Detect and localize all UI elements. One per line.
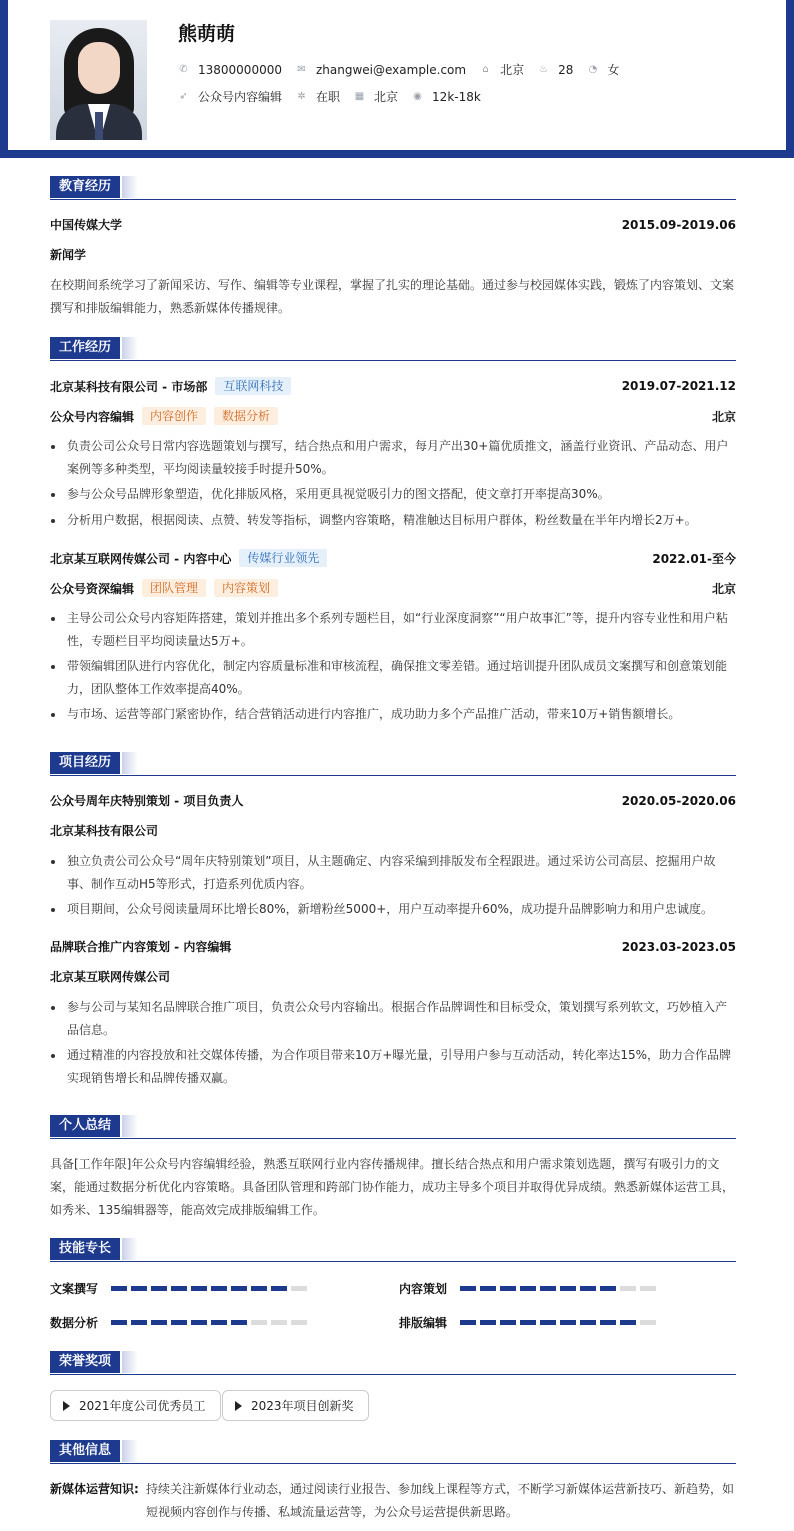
- skill-level-bar: [111, 1286, 311, 1291]
- project-org: 北京某科技有限公司: [50, 824, 159, 838]
- section-title: 荣誉奖项: [50, 1351, 120, 1373]
- work-position-row: [50, 579, 736, 597]
- skill-level-bar: [460, 1320, 660, 1325]
- section-title: 个人总结: [50, 1115, 120, 1137]
- skill-item: [50, 1314, 311, 1331]
- age-text: 28: [558, 62, 574, 77]
- work-bullet: 参与公众号品牌形象塑造，优化排版风格，采用更具视觉吸引力的图文搭配，使文章打开率提高30%。: [50, 483, 736, 506]
- skill-level-segment-empty: [251, 1320, 267, 1325]
- company-tag: 传媒行业领先: [239, 549, 327, 567]
- section-other: [50, 1440, 736, 1464]
- skill-level-segment-filled: [231, 1286, 247, 1291]
- section-skills: [50, 1238, 736, 1262]
- work-city: 北京: [711, 581, 736, 596]
- phone-icon: ✆: [179, 64, 188, 75]
- target-city-text: 北京: [374, 90, 399, 104]
- project-bullet: 项目期间，公众号阅读量周环比增长80%，新增粉丝5000+，用户互动率提升60%，成功提升品牌影响力和用户忠诚度。: [50, 898, 736, 921]
- skill-level-segment-filled: [480, 1286, 496, 1291]
- work-city: 北京: [711, 409, 736, 424]
- skill-level-segment-filled: [211, 1286, 227, 1291]
- skill-item: [399, 1280, 660, 1297]
- skill-level-segment-filled: [151, 1320, 167, 1325]
- work-company-row: [50, 549, 736, 567]
- phone-text: 13800000000: [198, 62, 282, 77]
- skill-tag: 内容策划: [214, 579, 278, 597]
- work-date: 2019.07-2021.12: [621, 379, 736, 393]
- skill-name: 文案撰写: [50, 1282, 99, 1296]
- work-bullet: 负责公司公众号日常内容选题策划与撰写，结合热点和用户需求，每月产出30+篇优质推文，涵盖行业资讯、产品动态、用户案例等多种类型，平均阅读量较接手时提升50%。: [50, 435, 736, 481]
- section-title: 项目经历: [50, 752, 120, 774]
- company-name: 北京某互联网传媒公司 - 内容中心: [50, 551, 232, 566]
- skill-level-segment-filled: [480, 1320, 496, 1325]
- skill-level-segment-filled: [520, 1286, 536, 1291]
- skill-level-segment-filled: [251, 1286, 267, 1291]
- skill-level-segment-empty: [291, 1286, 307, 1291]
- gear-icon: ✲: [297, 91, 306, 102]
- email-icon: ✉: [297, 64, 306, 75]
- skill-name: 数据分析: [50, 1316, 99, 1330]
- section-work: [50, 337, 736, 361]
- skill-item: [399, 1314, 660, 1331]
- skill-level-segment-filled: [580, 1320, 596, 1325]
- cake-icon: ♨: [539, 64, 549, 75]
- section-project: [50, 752, 736, 776]
- skill-level-segment-filled: [231, 1320, 247, 1325]
- other-info-value: 持续关注新媒体行业动态，通过阅读行业报告、参加线上课程等方式，不断学习新媒体运营新技巧、新趋势，如短视频内容创作与传播、私域流量运营等，为公众号运营提供新思路。: [146, 1482, 735, 1519]
- location-text: 北京: [500, 63, 525, 77]
- education-header: [50, 216, 736, 233]
- section-education: [50, 176, 736, 200]
- skill-level-segment-filled: [500, 1286, 516, 1291]
- section-title: 技能专长: [50, 1238, 120, 1260]
- other-info-item: [50, 1478, 736, 1524]
- play-icon: [63, 1401, 70, 1411]
- skill-level-segment-filled: [600, 1286, 616, 1291]
- building-icon: ▦: [354, 91, 365, 102]
- work-bullet: 与市场、运营等部门紧密协作，结合营销活动进行内容推广，成功助力多个产品推广活动，带来10万+销售额增长。: [50, 703, 736, 726]
- skill-level-segment-filled: [600, 1320, 616, 1325]
- section-title: 工作经历: [50, 337, 120, 359]
- skill-name: 内容策划: [399, 1282, 448, 1296]
- project-org-row: [50, 968, 736, 985]
- email-text: zhangwei@example.com: [315, 62, 467, 77]
- frame-right-bar: [786, 0, 794, 158]
- project-date: 2023.03-2023.05: [621, 939, 736, 954]
- project-bullet: 通过精准的内容投放和社交媒体传播，为合作项目带来10万+曝光量，引导用户参与互动活动，转化率达15%，助力合作品牌实现销售增长和品牌传播双赢。: [50, 1044, 736, 1090]
- skill-level-segment-filled: [151, 1286, 167, 1291]
- company-name: 北京某科技有限公司 - 市场部: [50, 379, 208, 394]
- honor-badge: [222, 1390, 369, 1421]
- project-header: [50, 792, 736, 809]
- section-honors: [50, 1351, 736, 1375]
- skill-level-segment-empty: [640, 1286, 656, 1291]
- school-name: 中国传媒大学: [50, 218, 123, 232]
- position-name: 公众号内容编辑: [50, 409, 135, 424]
- status-text: 在职: [316, 90, 341, 104]
- project-header: [50, 938, 736, 955]
- project-bullet: 参与公司与某知名品牌联合推广项目，负责公众号内容输出。根据合作品牌调性和目标受众，策划撰写系列软文，巧妙植入产品信息。: [50, 996, 736, 1042]
- frame-left-bar: [0, 0, 8, 158]
- skill-tag: 团队管理: [142, 579, 206, 597]
- skill-level-segment-filled: [171, 1286, 187, 1291]
- project-org-row: [50, 822, 736, 839]
- skill-level-segment-empty: [640, 1320, 656, 1325]
- other-info-key: 新媒体运营知识:: [50, 1482, 139, 1496]
- skill-level-segment-filled: [271, 1286, 287, 1291]
- skill-level-segment-empty: [291, 1320, 307, 1325]
- candidate-name: 熊萌萌: [178, 23, 236, 45]
- skill-item: [50, 1280, 311, 1297]
- skill-level-segment-filled: [620, 1320, 636, 1325]
- skill-level-segment-filled: [111, 1320, 127, 1325]
- contact-row: [178, 61, 633, 78]
- skill-level-segment-empty: [620, 1286, 636, 1291]
- summary-text: 具备[工作年限]年公众号内容编辑经验，熟悉互联网行业内容传播规律。擅长结合热点和用户需求策划选题，撰写有吸引力的文案，能通过数据分析优化内容策略。具备团队管理和跨部门协作能力，成功主导多个项目并取得优异成绩。熟悉新媒体运营工具，如秀米、135编辑器等，能高效完成排版编辑工作。: [50, 1157, 735, 1217]
- project-date: 2020.05-2020.06: [621, 793, 736, 808]
- gender-text: 女: [607, 63, 620, 77]
- skill-level-segment-filled: [500, 1320, 516, 1325]
- education-major-row: [50, 246, 736, 263]
- avatar: [50, 20, 147, 140]
- work-bullet: 主导公司公众号内容矩阵搭建，策划并推出多个系列专题栏目，如“行业深度洞察”“用户故事汇”等，提升内容专业性和用户粘性，专题栏目平均阅读量达5万+。: [50, 607, 736, 653]
- header-bottom-bar: [0, 150, 794, 158]
- company-tag: 互联网科技: [215, 377, 291, 395]
- skill-level-bar: [111, 1320, 311, 1325]
- project-org: 北京某互联网传媒公司: [50, 970, 171, 984]
- skill-level-segment-filled: [131, 1286, 147, 1291]
- work-position-row: [50, 407, 736, 425]
- skill-name: 排版编辑: [399, 1316, 448, 1330]
- home-icon: ⌂: [482, 64, 489, 75]
- project-title: 品牌联合推广内容策划 - 内容编辑: [50, 940, 232, 954]
- intention-row: [178, 88, 495, 105]
- education-description: 在校期间系统学习了新闻采访、写作、编辑等专业课程，掌握了扎实的理论基础。通过参与校园媒体实践，锻炼了内容策划、文案撰写和排版编辑能力，熟悉新媒体传播规律。: [50, 278, 735, 315]
- section-summary: [50, 1115, 736, 1139]
- work-bullet: 分析用户数据，根据阅读、点赞、转发等指标，调整内容策略，精准触达目标用户群体，粉丝数量在半年内增长2万+。: [50, 509, 736, 532]
- skill-level-segment-filled: [460, 1286, 476, 1291]
- salary-text: 12k-18k: [432, 89, 481, 104]
- skill-level-segment-filled: [191, 1286, 207, 1291]
- skill-level-segment-filled: [131, 1320, 147, 1325]
- honor-text: 2021年度公司优秀员工: [79, 1399, 206, 1413]
- send-icon: ➶: [179, 91, 188, 102]
- honor-badge: [50, 1390, 221, 1421]
- project-title: 公众号周年庆特别策划 - 项目负责人: [50, 794, 244, 808]
- section-title: 教育经历: [50, 176, 120, 198]
- play-icon: [235, 1401, 242, 1411]
- skill-level-segment-filled: [580, 1286, 596, 1291]
- project-bullet: 独立负责公司公众号“周年庆特别策划”项目，从主题确定、内容采编到排版发布全程跟进。通过采访公司高层、挖掘用户故事、制作互动H5等形式，打造系列优质内容。: [50, 850, 736, 896]
- skill-tag: 数据分析: [214, 407, 278, 425]
- section-title: 其他信息: [50, 1440, 120, 1462]
- skill-level-segment-empty: [271, 1320, 287, 1325]
- honor-text: 2023年项目创新奖: [251, 1399, 354, 1413]
- work-date: 2022.01-至今: [652, 551, 736, 566]
- skill-level-segment-filled: [111, 1286, 127, 1291]
- skill-level-segment-filled: [560, 1286, 576, 1291]
- skill-tag: 内容创作: [142, 407, 206, 425]
- coin-icon: ◉: [413, 91, 422, 102]
- skill-level-segment-filled: [460, 1320, 476, 1325]
- work-company-row: [50, 377, 736, 395]
- work-bullet: 带领编辑团队进行内容优化，制定内容质量标准和审核流程，确保推文零差错。通过培训提升团队成员文案撰写和创意策划能力，团队整体工作效率提高40%。: [50, 655, 736, 701]
- gender-icon: ◔: [588, 64, 598, 75]
- major-name: 新闻学: [50, 248, 87, 262]
- skill-level-segment-filled: [540, 1286, 556, 1291]
- skill-level-bar: [460, 1286, 660, 1291]
- skill-level-segment-filled: [191, 1320, 207, 1325]
- skill-level-segment-filled: [540, 1320, 556, 1325]
- skill-level-segment-filled: [560, 1320, 576, 1325]
- skill-level-segment-filled: [211, 1320, 227, 1325]
- skill-level-segment-filled: [520, 1320, 536, 1325]
- position-name: 公众号资深编辑: [50, 581, 135, 596]
- skill-level-segment-filled: [171, 1320, 187, 1325]
- education-date: 2015.09-2019.06: [621, 217, 736, 232]
- job-target-text: 公众号内容编辑: [198, 90, 283, 104]
